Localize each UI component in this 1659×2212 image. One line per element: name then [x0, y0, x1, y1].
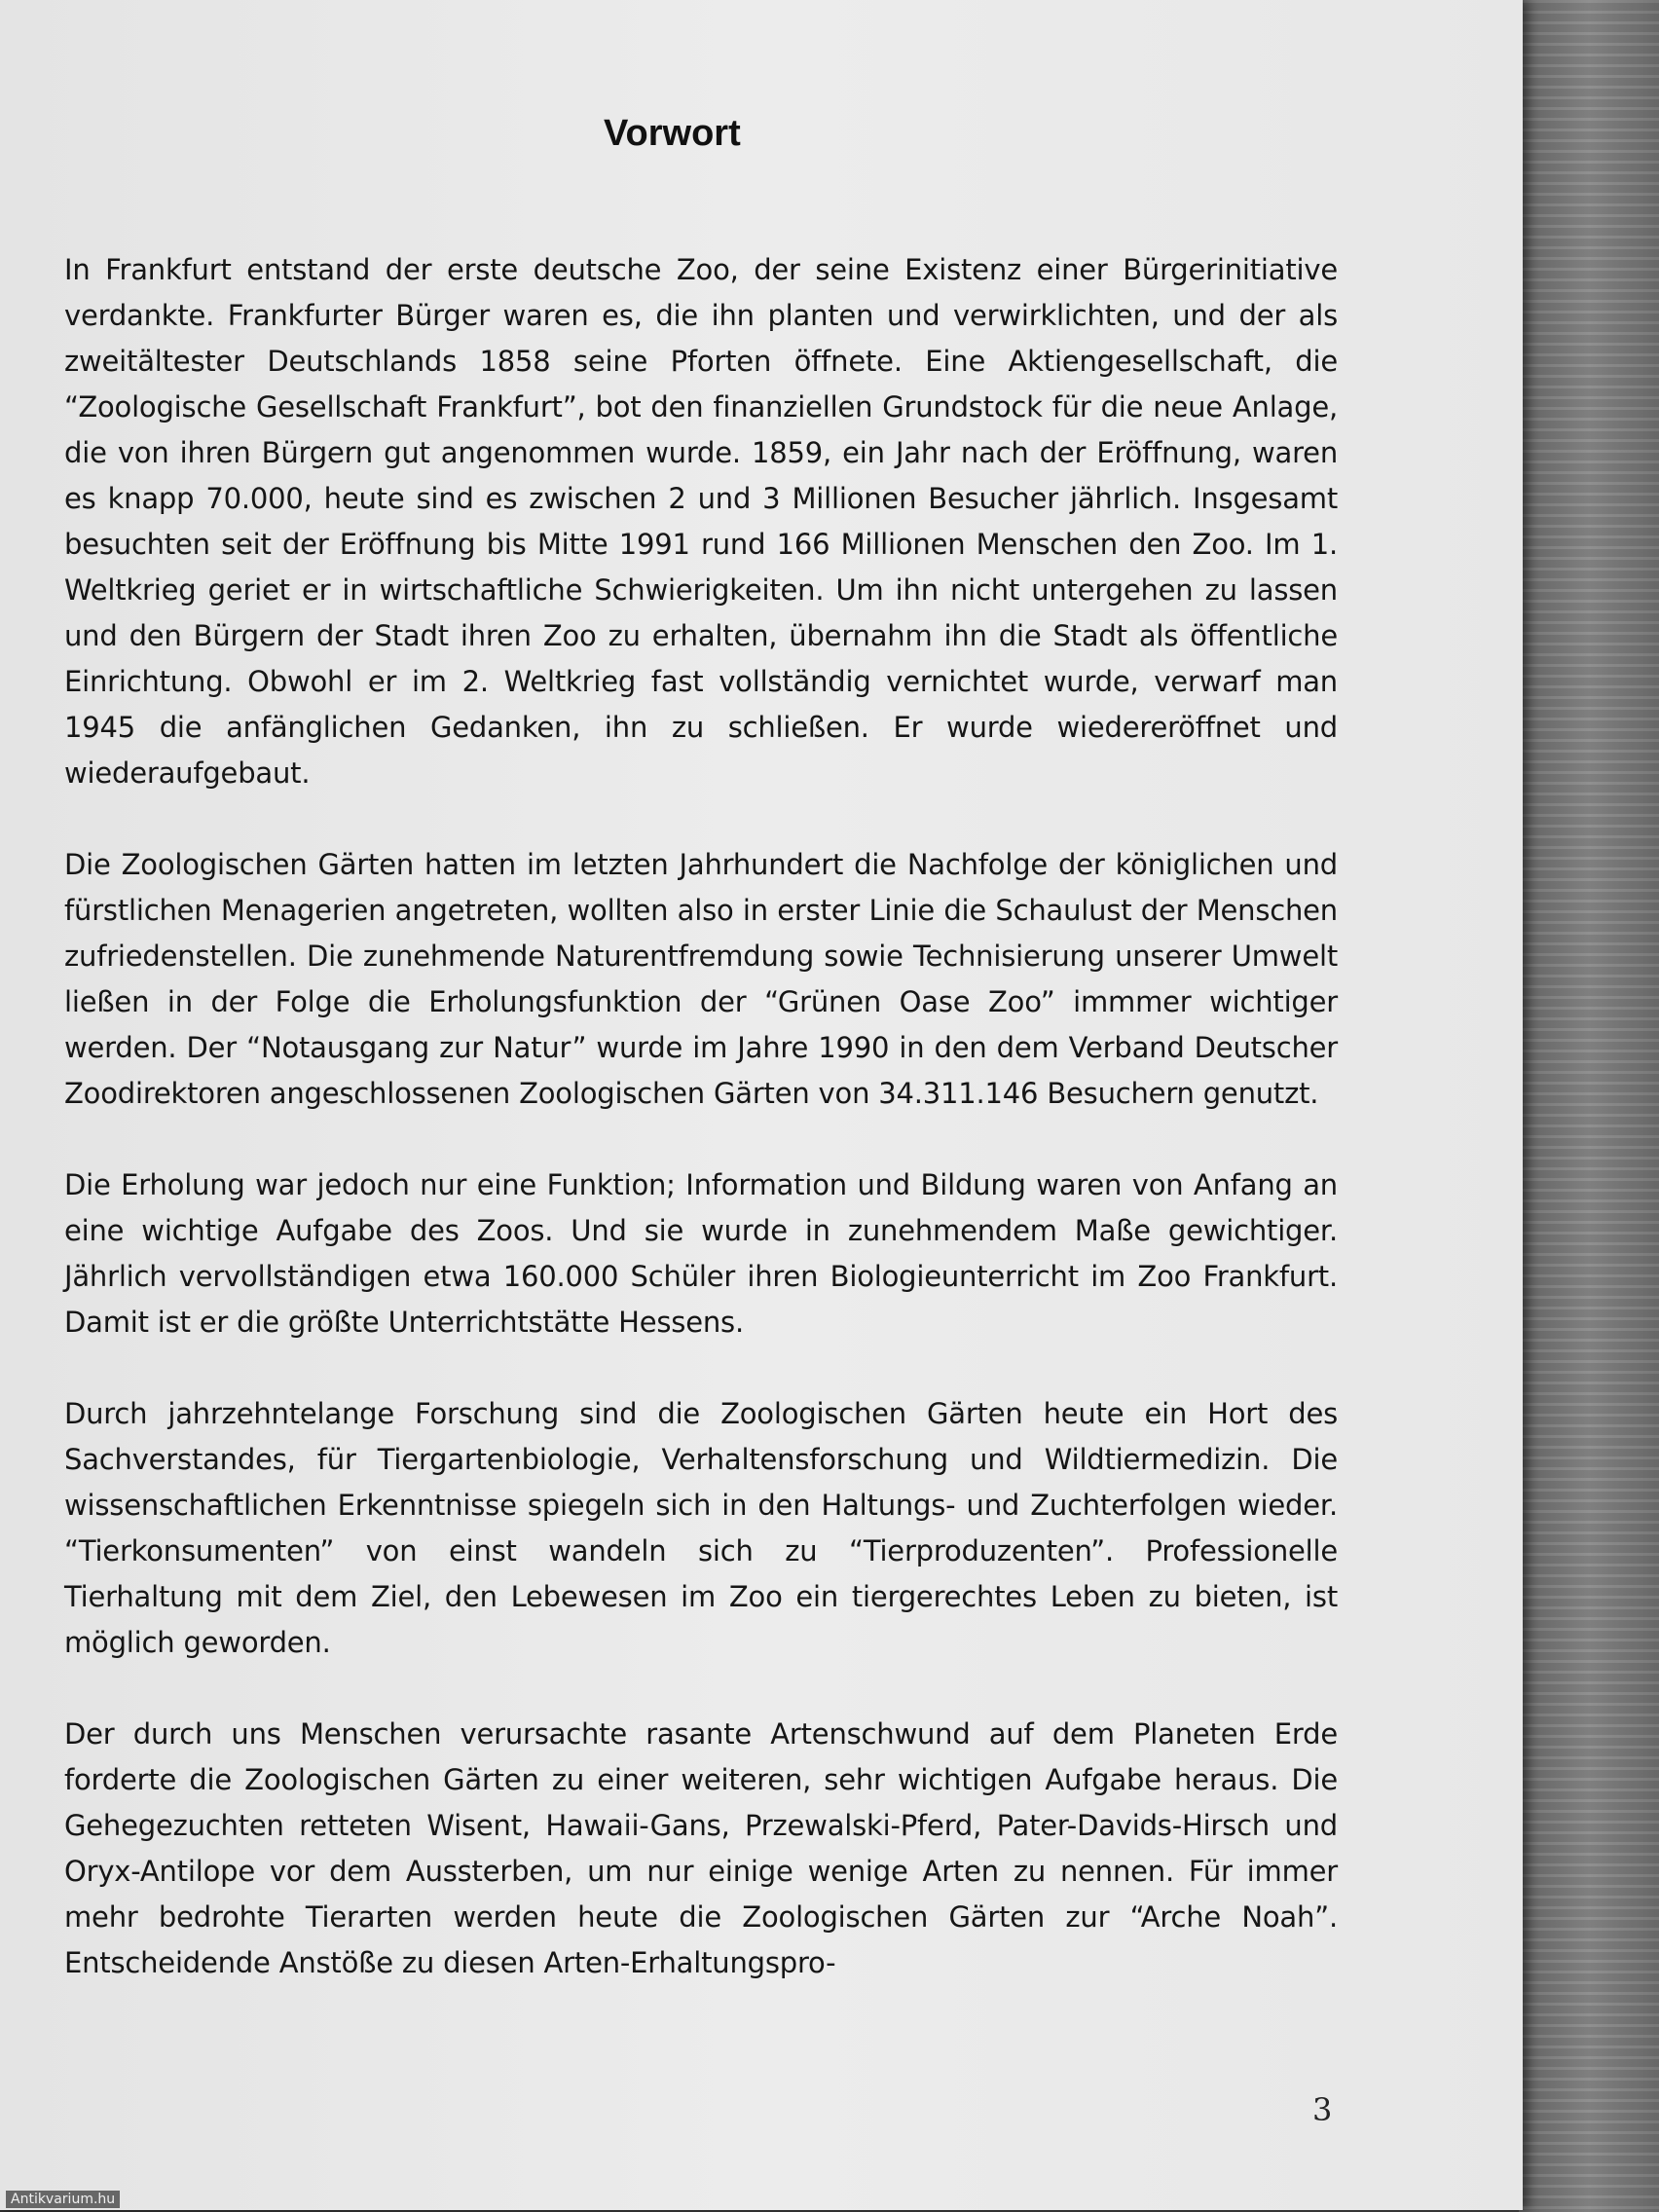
page-number: 3 [1312, 2091, 1333, 2128]
body-text [64, 247, 1338, 2032]
page-title: Vorwort [604, 113, 741, 154]
paragraph-1: In Frankfurt entstand der erste deutsche Zoo, der seine Existenz einer Bürgerinitiative verdankte. Frankfurter Bürger waren es, die ihn planten und verwirklichten, und der als zweitältester Deutschlands 1858 seine Pforten öffnete. Eine Aktiengesellschaft, die “Zoologische Gesellschaft Frankfurt”, bot den finanziellen Grundstock für die neue Anlage, die von ihren Bürgern gut angenommen wurde. 1859, ein Jahr nach der Eröffnung, waren es knapp 70.000, heute sind es zwischen 2 und 3 Millionen Besucher jährlich. Insgesamt besuchten seit der Eröffnung bis Mitte 1991 rund 166 Millionen Menschen den Zoo. Im 1. Weltkrieg geriet er in wirtschaftliche Schwierigkeiten. Um ihn nicht untergehen zu lassen und den Bürgern der Stadt ihren Zoo zu erhalten, übernahm ihn die Stadt als öffentliche Einrichtung. Obwohl er im 2. Weltkrieg fast vollständig vernichtet wurde, verwarf man 1945 die anfänglichen Gedanken, ihn zu schließen. Er wurde wiedereröffnet und wiederaufgebaut. [64, 253, 1338, 790]
paragraph-5: Der durch uns Menschen verursachte rasante Artenschwund auf dem Planeten Erde forderte die Zoologischen Gärten zu einer weiteren, sehr wichtigen Aufgabe heraus. Die Gehegezuchten retteten Wisent, Hawaii-Gans, Przewalski-Pferd, Pater-Davids-Hirsch und Oryx-Antilope vor dem Aussterben, um nur einige wenige Arten zu nennen. Für immer mehr bedrohte Tierarten werden heute die Zoologischen Gärten zur “Arche Noah”. Entscheidende Anstöße zu diesen Arten-Erhaltungspro- [64, 1717, 1338, 1979]
paragraph-4: Durch jahrzehntelange Forschung sind die Zoologischen Gärten heute ein Hort des Sachverstandes, für Tiergartenbiologie, Verhaltensforschung und Wildtiermedizin. Die wissenschaftlichen Erkenntnisse spiegeln sich in den Haltungs- und Zuchterfolgen wieder. “Tierkonsumenten” von einst wandeln sich zu “Tierproduzenten”. Professionelle Tierhaltung mit dem Ziel, den Lebewesen im Zoo ein tiergerechtes Leben zu bieten, ist möglich geworden. [64, 1397, 1338, 1659]
paragraph-3: Die Erholung war jedoch nur eine Funktion; Information und Bildung waren von Anfang an eine wichtige Aufgabe des Zoos. Und sie wurde in zunehmendem Maße gewichtiger. Jährlich vervollständigen etwa 160.000 Schüler ihren Biologieunterricht im Zoo Frankfurt. Damit ist er die größte Unterrichtstätte Hessens. [64, 1168, 1338, 1339]
watermark: Antikvarium.hu [6, 2191, 120, 2208]
paragraph-2: Die Zoologischen Gärten hatten im letzten Jahrhundert die Nachfolge der königlichen und fürstlichen Menagerien angetreten, wollten also in erster Linie die Schaulust der Menschen zufriedenstellen. Die zunehmende Naturentfremdung sowie Technisierung unserer Umwelt ließen in der Folge die Erholungsfunktion der “Grünen Oase Zoo” immmer wichtiger werden. Der “Notausgang zur Natur” wurde im Jahre 1990 in den dem Verband Deutscher Zoodirektoren angeschlossenen Zoologischen Gärten von 34.311.146 Besuchern genutzt. [64, 848, 1338, 1110]
wooden-surface [1519, 0, 1659, 2212]
